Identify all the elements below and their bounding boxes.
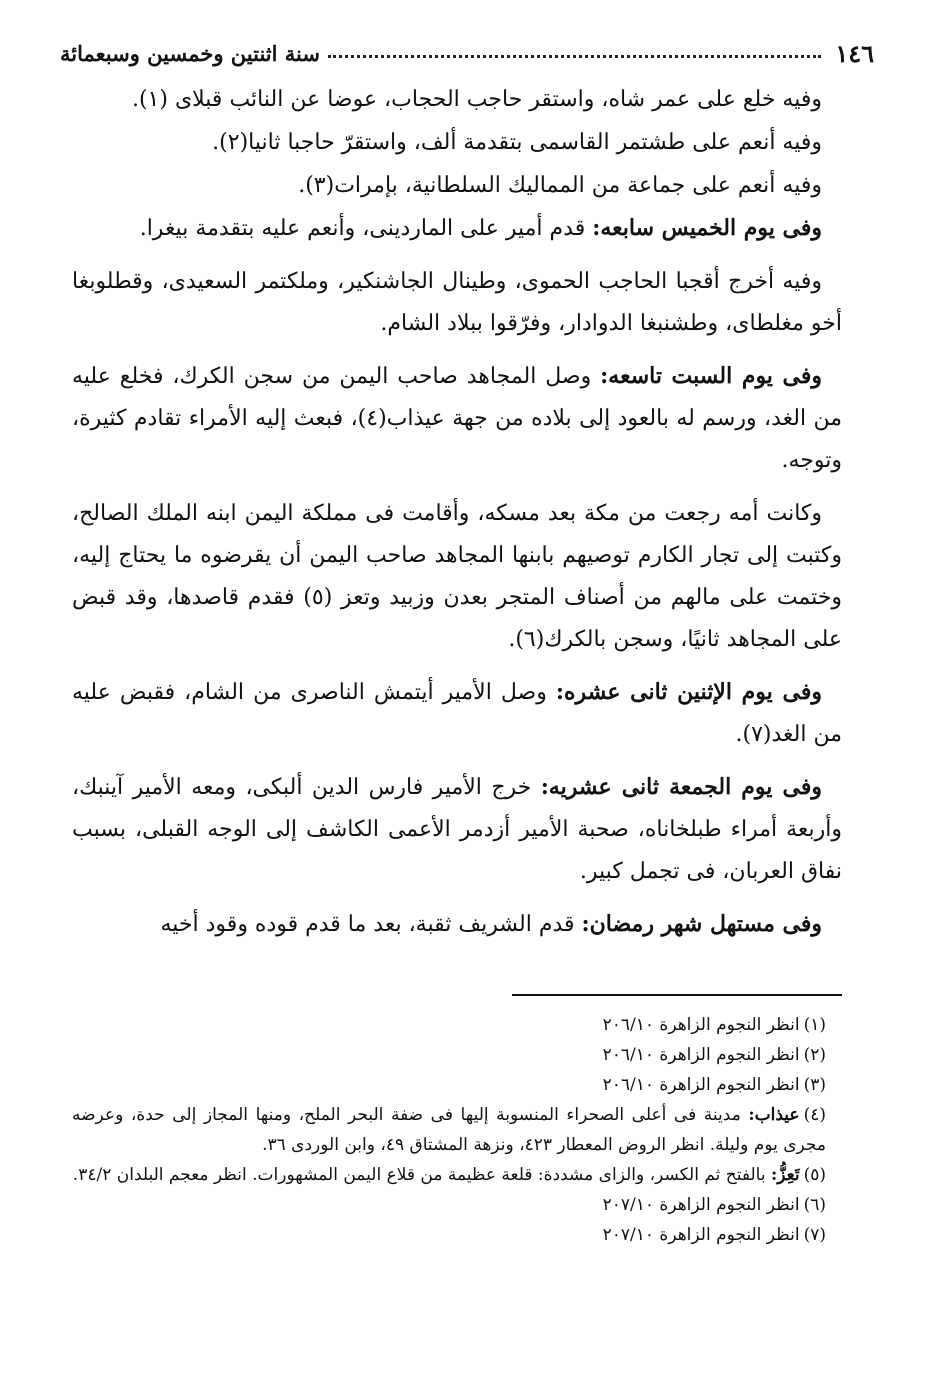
footnote-number: (٦) bbox=[803, 1195, 826, 1215]
footnote-text: انظر النجوم الزاهرة ٢٠٧/١٠ bbox=[602, 1195, 800, 1215]
footnote-number: (٤) bbox=[803, 1105, 826, 1125]
footnotes bbox=[72, 1010, 842, 1250]
paragraph bbox=[72, 903, 842, 946]
footnote-text: مدينة فى أعلى الصحراء المنسوبة إليها فى ضفة البحر الملح، ومنها المجاز إلى حدة، وعرضه مجرى يوم وليلة. انظر الروض المعطار ٤٢٣، ونزهة المشتاق ٤٩، وابن الوردى ٣٦. bbox=[72, 1105, 826, 1155]
footnote bbox=[72, 1160, 842, 1190]
paragraph bbox=[72, 671, 842, 756]
footnote bbox=[72, 1070, 842, 1100]
paragraph bbox=[72, 207, 842, 250]
footnote-number: (٣) bbox=[803, 1075, 826, 1095]
paragraph-text: قدم أمير على الماردينى، وأنعم عليه بتقدمة بيغرا. bbox=[139, 216, 593, 241]
footnote-text: انظر النجوم الزاهرة ٢٠٦/١٠ bbox=[602, 1075, 800, 1095]
footnote bbox=[72, 1100, 842, 1160]
footnote bbox=[72, 1220, 842, 1250]
footnote-number: (٧) bbox=[803, 1225, 826, 1245]
paragraph-text: قدم الشريف ثقبة، بعد ما قدم قوده وقود أخيه bbox=[160, 912, 582, 937]
footnote bbox=[72, 1040, 842, 1070]
paragraph-text: وفيه خلع على عمر شاه، واستقر حاجب الحجاب، عوضا عن النائب قبلاى (١). bbox=[131, 87, 822, 112]
page-header bbox=[60, 36, 874, 70]
page-number: ١٤٦ bbox=[835, 38, 874, 68]
footnote-divider bbox=[512, 994, 842, 996]
footnote-number: (١) bbox=[803, 1015, 826, 1035]
paragraph-text: وصل الأمير أيتمش الناصرى من الشام، فقبض عليه من الغد(٧). bbox=[72, 680, 842, 747]
paragraph bbox=[72, 492, 842, 661]
paragraph-lead: وفى يوم الجمعة ثانى عشريه: bbox=[540, 774, 822, 800]
footnote-text: بالفتح ثم الكسر، والزاى مشددة: قلعة عظيمة من قلاع اليمن المشهورات. انظر معجم البلدان ٣٤/٢. bbox=[72, 1165, 771, 1185]
paragraph bbox=[72, 355, 842, 482]
paragraph bbox=[72, 78, 842, 121]
paragraph bbox=[72, 260, 842, 345]
paragraph-text: وصل المجاهد صاحب اليمن من سجن الكرك، فخلع عليه من الغد، ورسم له بالعود إلى بلاده من جهة عيذاب(٤)، فبعث إليه الأمراء تقادم كثيرة، وتوجه. bbox=[72, 364, 842, 473]
paragraph-lead: وفى يوم الخميس سابعه: bbox=[592, 215, 822, 241]
paragraph bbox=[72, 121, 842, 164]
paragraph-text: خرج الأمير فارس الدين ألبكى، ومعه الأمير آينبك، وأربعة أمراء طبلخاناه، صحبة الأمير أزدمر الأعمى الكاشف إلى الوجه القبلى، بسبب نفاق العربان، فى تجمل كبير. bbox=[72, 775, 842, 884]
paragraph-text: وكانت أمه رجعت من مكة بعد مسكه، وأقامت فى مملكة اليمن ابنه الملك الصالح، وكتبت إلى تجار الكارم توصيهم بابنها المجاهد صاحب اليمن أن يقرضوه ما يحتاج إليه، وختمت على مالهم من أصناف المتجر بعدن وزبيد وتعز (٥) فقدم قاصدها، وقد قبض على المجاهد ثانيًا، وسجن بالكرك(٦). bbox=[72, 501, 843, 652]
paragraph-lead: وفى يوم الإثنين ثانى عشره: bbox=[555, 679, 822, 705]
header-dotted-leader bbox=[328, 55, 821, 58]
running-title: سنة اثنتين وخمسين وسبعمائة bbox=[60, 40, 320, 66]
footnote-text: انظر النجوم الزاهرة ٢٠٧/١٠ bbox=[602, 1225, 800, 1245]
paragraph-text: وفيه أنعم على جماعة من المماليك السلطانية، بإمرات(٣). bbox=[298, 173, 822, 198]
footnote-text: انظر النجوم الزاهرة ٢٠٦/١٠ bbox=[602, 1015, 800, 1035]
footnote bbox=[72, 1010, 842, 1040]
footnote-keyword: تَعِزُّ: bbox=[770, 1165, 800, 1185]
paragraph-text: وفيه أنعم على طشتمر القاسمى بتقدمة ألف، واستقرّ حاجبا ثانيا(٢). bbox=[212, 130, 822, 155]
footnote-text: انظر النجوم الزاهرة ٢٠٦/١٠ bbox=[602, 1045, 800, 1065]
paragraph bbox=[72, 766, 842, 893]
paragraph-text: وفيه أخرج أقجبا الحاجب الحموى، وطينال الجاشنكير، وملكتمر السعيدى، وقطلوبغا أخو مغلطاى، وطشنبغا الدوادار، وفرّقوا ببلاد الشام. bbox=[72, 269, 842, 336]
footnote-number: (٢) bbox=[803, 1045, 826, 1065]
footnote-keyword: عيذاب: bbox=[748, 1105, 800, 1125]
paragraph-lead: وفى يوم السبت تاسعه: bbox=[600, 363, 822, 389]
main-text bbox=[72, 78, 842, 946]
footnote-number: (٥) bbox=[803, 1165, 826, 1185]
footnote bbox=[72, 1190, 842, 1220]
paragraph-lead: وفى مستهل شهر رمضان: bbox=[581, 911, 822, 937]
paragraph bbox=[72, 164, 842, 207]
